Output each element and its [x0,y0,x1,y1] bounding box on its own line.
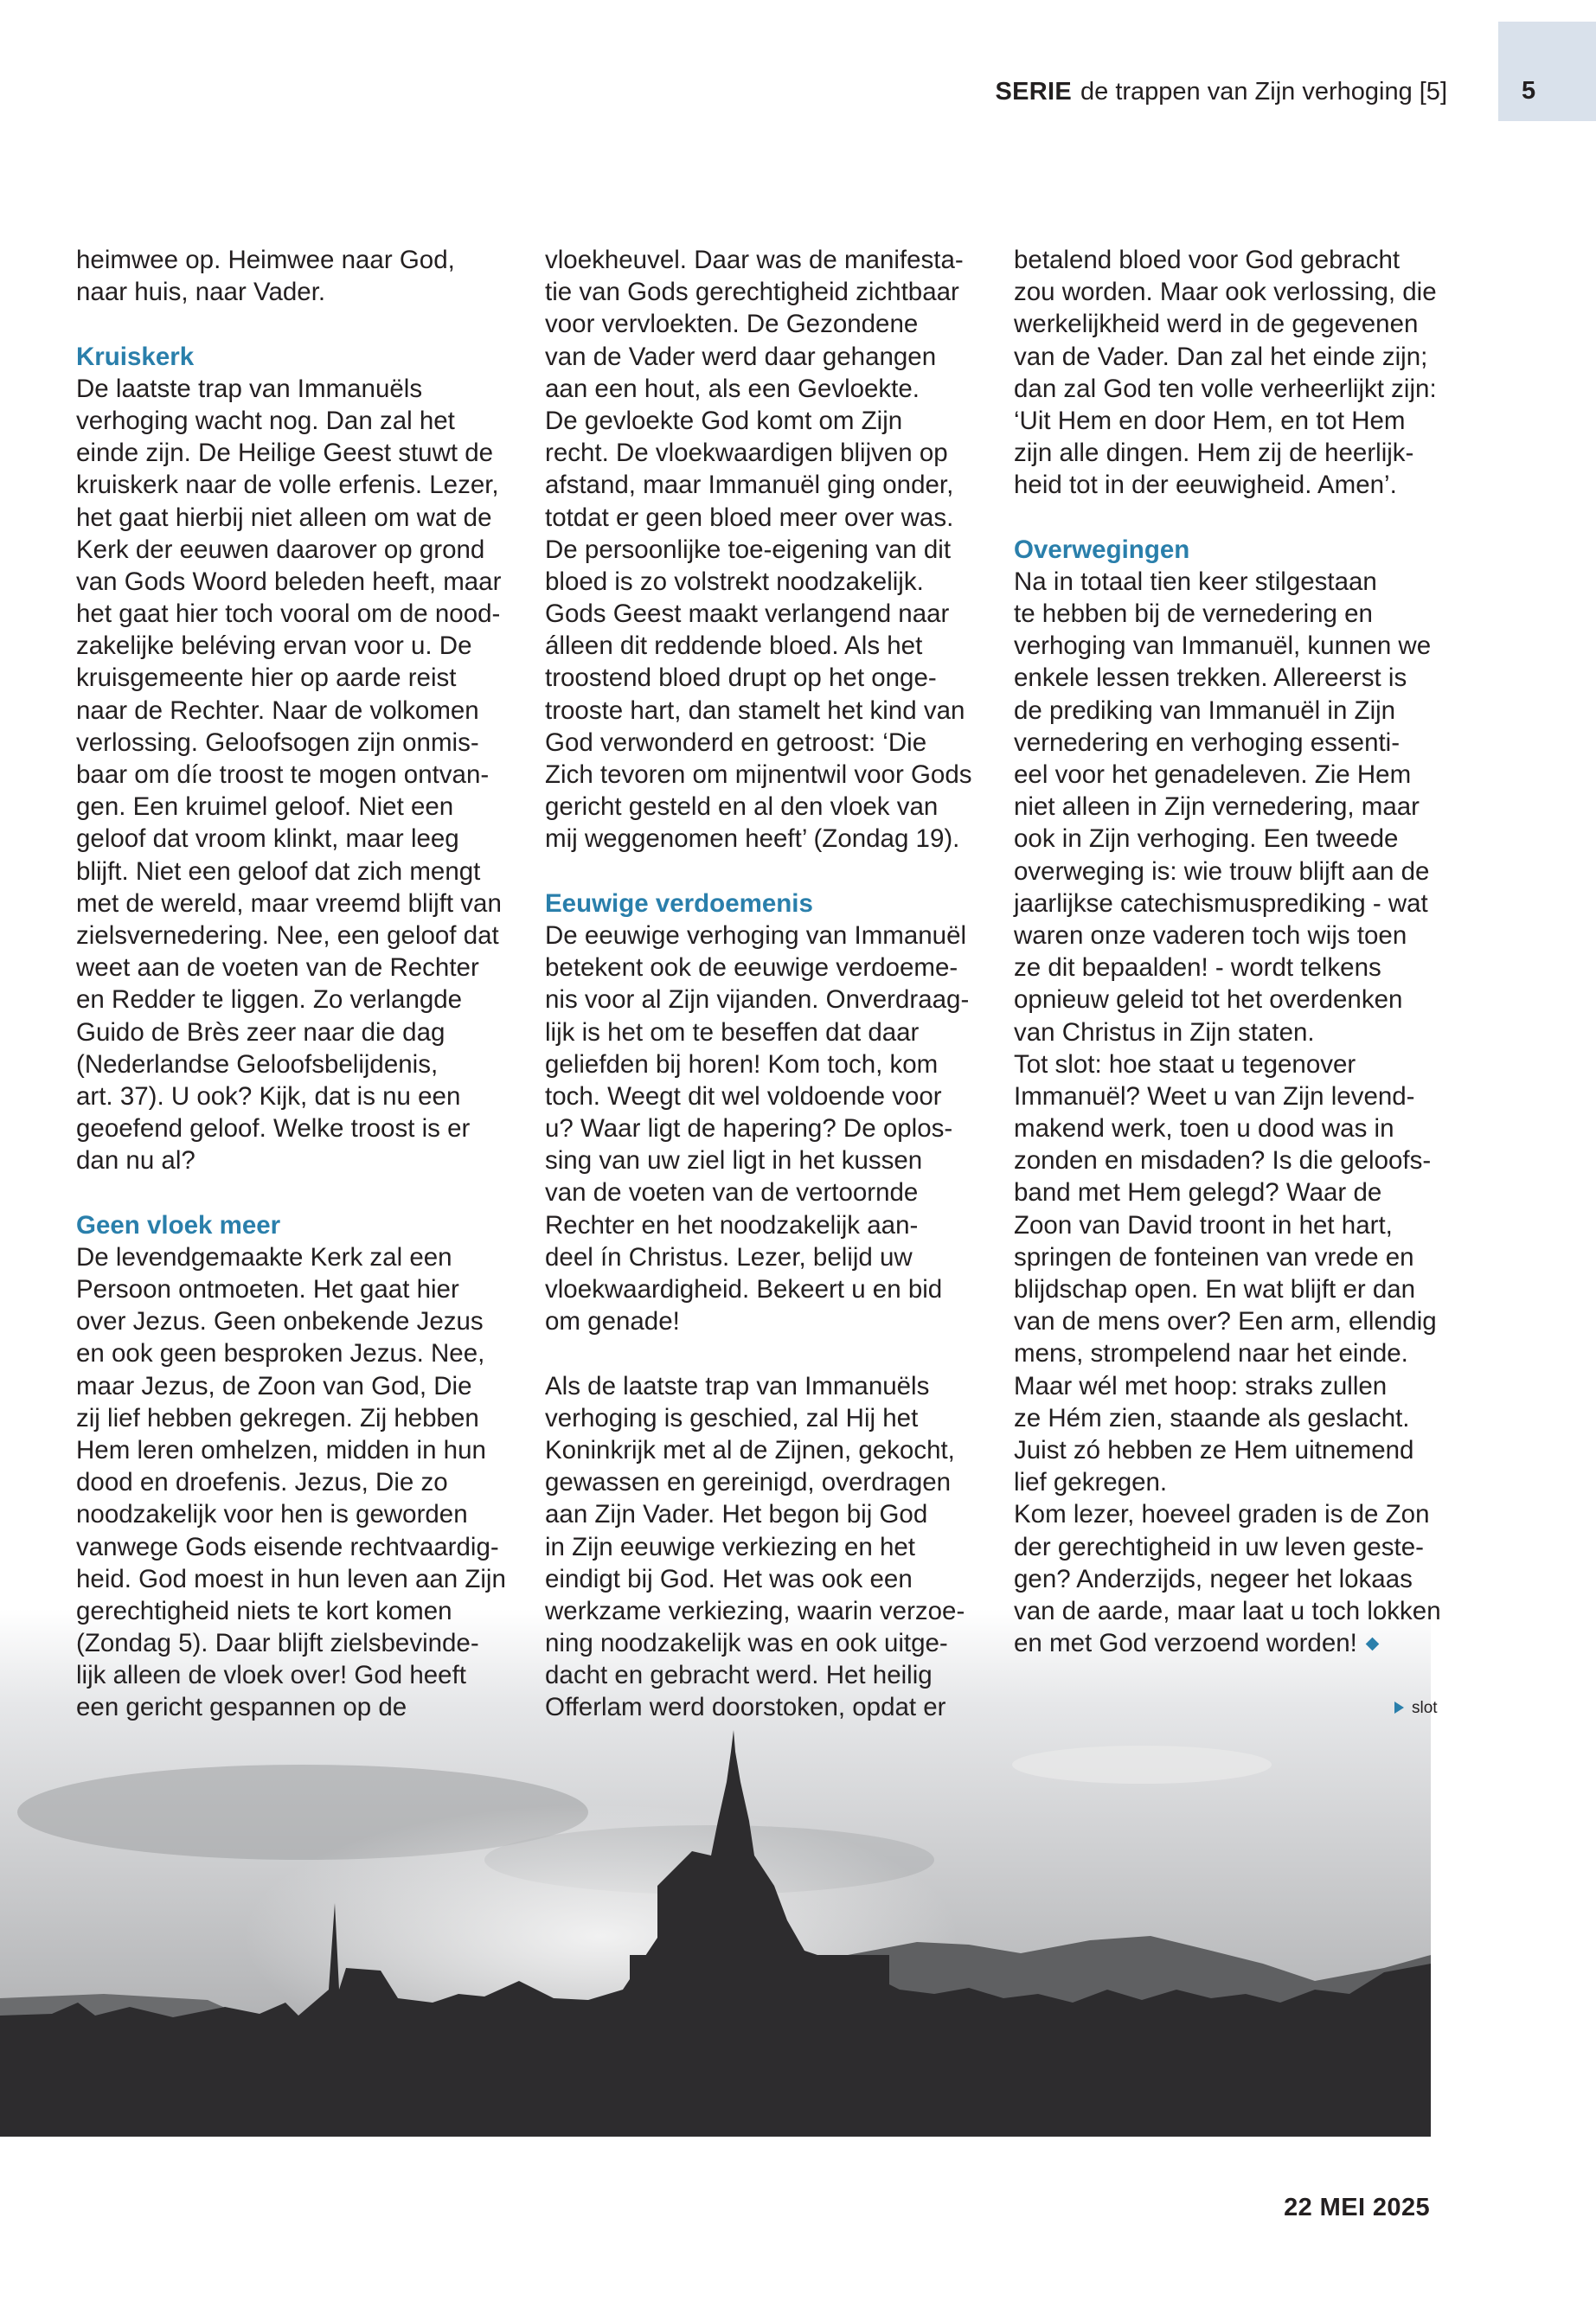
body-line: jaarlijkse catechismusprediking - wat [1014,888,1428,918]
body-line: De persoonlijke toe-eigening van dit [545,535,952,564]
body-line: vanwege Gods eisende rechtvaardig- [76,1532,499,1561]
body-line: betalend bloed voor God gebracht [1014,246,1401,274]
body-line: springen de fonteinen van vrede en [1014,1242,1414,1272]
body-line: Koninkrijk met al de Zijnen, gekocht, [545,1435,955,1465]
issue-date: 22 MEI 2025 [1284,2194,1430,2221]
article-column-3 [1014,244,1472,1659]
body-line: met de wereld, maar vreemd blijft van [76,888,502,918]
body-line: werkzame verkiezing, waarin verzoe- [545,1596,965,1625]
body-line: dan nu al? [76,1146,195,1176]
body-line: ook in Zijn verhoging. Een tweede [1014,824,1399,854]
body-line: recht. De vloekwaardigen blijven op [545,439,948,468]
body-line: werkelijkheid werd in de gegevenen [1014,310,1419,339]
continuation-marker [1394,1695,1438,1721]
body-line: naar huis, naar Vader. [76,278,326,307]
body-line: ‘Uit Hem en door Hem, en tot Hem [1014,406,1406,435]
body-line: band met Hem gelegd? Waar de [1014,1178,1382,1208]
body-line: heid tot in der eeuwigheid. Amen’. [1014,471,1397,500]
body-line: zijn alle dingen. Hem zij de heerlijk- [1014,439,1414,468]
body-line: geliefden bij horen! Kom toch, kom [545,1049,939,1079]
body-line: Na in totaal tien keer stilgestaan [1014,567,1377,596]
body-line: nis voor al Zijn vijanden. Onverdraag- [545,985,970,1015]
body-line: en Redder te liggen. Zo verlangde [76,985,463,1015]
body-line: zou worden. Maar ook verlossing, die [1014,278,1437,307]
body-line: te hebben bij de vernedering en [1014,599,1373,629]
body-line: gerechtigheid niets te kort komen [76,1596,452,1625]
paragraph-gap [545,856,1003,888]
body-line: betekent ook de eeuwige verdoeme- [545,953,958,983]
body-line: in Zijn eeuwige verkiezing en het [545,1532,915,1561]
body-line: Kom lezer, hoeveel graden is de Zon [1014,1500,1430,1529]
body-line: van de Vader. Dan zal het einde zijn; [1014,342,1428,371]
body-line: van Gods Woord beleden heeft, maar [76,567,502,596]
body-line: eindigt bij God. Het was ook een [545,1564,913,1593]
body-line: Guido de Brès zeer naar die dag [76,1017,445,1047]
body-line: een gericht gespannen op de [76,1693,407,1722]
section-heading-eeuwige-verdoemenis: Eeuwige verdoemenis [545,888,813,918]
body-line: overweging is: wie trouw blijft aan de [1014,856,1430,886]
body-line: weet aan de voeten van de Rechter [76,953,479,983]
final-line-text: en met God verzoend worden! [1014,1629,1357,1658]
body-line: het gaat hier toch vooral om de nood- [76,599,501,629]
body-line: lijk alleen de vloek over! God heeft [76,1661,466,1690]
body-line: ze Hém zien, staande als geslacht. [1014,1403,1410,1433]
body-line: heid. God moest in hun leven aan Zijn [76,1564,506,1593]
body-line: van Christus in Zijn staten. [1014,1017,1315,1047]
body-line: Maar wél met hoop: straks zullen [1014,1371,1388,1400]
body-line: geloof dat vroom klinkt, maar leeg [76,824,459,854]
body-line: álleen dit reddende bloed. Als het [545,631,923,661]
body-line: Tot slot: hoe staat u tegenover [1014,1049,1356,1079]
body-line: enkele lessen trekken. Allereerst is [1014,663,1407,693]
body-line: Rechter en het noodzakelijk aan- [545,1210,919,1240]
section-heading-overwegingen: Overwegingen [1014,535,1190,564]
body-line: gewassen en gereinigd, overdragen [545,1468,952,1497]
body-line: Persoon ontmoeten. Het gaat hier [76,1275,459,1304]
body-line: verhoging is geschied, zal Hij het [545,1403,919,1433]
body-line: zielsvernedering. Nee, een geloof dat [76,920,499,950]
body-line: niet alleen in Zijn vernedering, maar [1014,792,1420,822]
body-line: De laatste trap van Immanuëls [76,374,423,403]
body-line: aan Zijn Vader. Het begon bij God [545,1500,928,1529]
body-line: De levendgemaakte Kerk zal een [76,1242,452,1272]
body-line: van de aarde, maar laat u toch lokken [1014,1596,1441,1625]
body-line: Offerlam werd doorstoken, opdat er [545,1693,946,1722]
body-line: God verwonderd en getroost: ‘Die [545,727,927,757]
body-line: Hem leren omhelzen, midden in hun [76,1435,486,1465]
page-number: 5 [1522,77,1536,105]
body-line: tie van Gods gerechtigheid zichtbaar [545,278,959,307]
body-line: en ook geen besproken Jezus. Nee, [76,1339,485,1368]
body-line: verhoging wacht nog. Dan zal het [76,406,455,435]
body-line: noodzakelijk voor hen is geworden [76,1500,468,1529]
body-line: van de voeten van de vertoornde [545,1178,919,1208]
body-line: heimwee op. Heimwee naar God, [76,246,455,274]
body-line: bloed is zo volstrekt noodzakelijk. [545,567,924,596]
body-line: deel ín Christus. Lezer, belijd uw [545,1242,913,1272]
body-line: verlossing. Geloofsogen zijn onmis- [76,727,479,757]
body-line: (Nederlandse Geloofsbelijdenis, [76,1049,439,1079]
body-line: Kerk der eeuwen daarover op grond [76,535,485,564]
continuation-label: slot [1412,1699,1438,1717]
body-line: gericht gesteld en al den vloek van [545,792,939,822]
body-line: naar de Rechter. Naar de volkomen [76,695,479,725]
body-line: aan een hout, als een Gevloekte. [545,374,920,403]
body-line: vloekheuvel. Daar was de manifesta- [545,246,964,274]
body-line: totdat er geen bloed meer over was. [545,503,954,532]
body-line: sing van uw ziel ligt in het kussen [545,1146,923,1176]
paragraph-gap [76,1176,535,1208]
body-line: Als de laatste trap van Immanuëls [545,1371,930,1400]
body-line: Zich tevoren om mijnentwil voor Gods [545,760,972,789]
body-line: kruisgemeente hier op aarde reist [76,663,457,693]
triangle-right-icon [1394,1702,1404,1714]
section-heading-geen-vloek-meer: Geen vloek meer [76,1210,281,1240]
body-line: lijk is het om te beseffen dat daar [545,1017,920,1047]
paragraph-gap [1014,502,1472,534]
body-line: einde zijn. De Heilige Geest stuwt de [76,439,494,468]
body-line: dacht en gebracht werd. Het heilig [545,1661,933,1690]
body-line: ze dit bepaalden! - wordt telkens [1014,953,1381,983]
article-body [76,244,1443,1732]
series-title: de trappen van Zijn verhoging [5] [1080,78,1447,106]
article-column-1 [76,244,535,1724]
body-line: makend werk, toen u dood was in [1014,1114,1394,1144]
body-line: eel voor het genadeleven. Zie Hem [1014,760,1412,789]
page-number-tab [1498,22,1596,121]
paragraph-gap [76,308,535,340]
body-line: vernedering en verhoging essenti- [1014,727,1401,757]
body-line: Juist zó hebben ze Hem uitnemend [1014,1435,1414,1465]
body-line: art. 37). U ook? Kijk, dat is nu een [76,1081,461,1111]
body-line: Gods Geest maakt verlangend naar [545,599,950,629]
end-of-article-diamond-icon [1366,1638,1380,1651]
body-line: De gevloekte God komt om Zijn [545,406,903,435]
body-line: De eeuwige verhoging van Immanuël [545,920,967,950]
body-line: mens, strompelend naar het einde. [1014,1339,1408,1368]
body-line: dan zal God ten volle verheerlijkt zijn: [1014,374,1437,403]
body-line: zonden en misdaden? Is die geloofs- [1014,1146,1432,1176]
body-line: afstand, maar Immanuël ging onder, [545,471,954,500]
body-line: der gerechtigheid in uw leven geste- [1014,1532,1424,1561]
body-line: kruiskerk naar de volle erfenis. Lezer, [76,471,499,500]
body-line: Immanuël? Weet u van Zijn levend- [1014,1081,1415,1111]
series-label: SERIE [995,78,1072,106]
body-line: baar om díe troost te mogen ontvan- [76,760,490,789]
body-line: van de mens over? Een arm, ellendig [1014,1307,1437,1336]
body-line: zakelijke beléving ervan voor u. De [76,631,472,661]
body-line: gen. Een kruimel geloof. Niet een [76,792,454,822]
body-line: mij weggenomen heeft’ (Zondag 19). [545,824,960,854]
body-line: zij lief hebben gekregen. Zij hebben [76,1403,479,1433]
body-line: van de Vader werd daar gehangen [545,342,937,371]
body-line: opnieuw geleid tot het overdenken [1014,985,1403,1015]
body-line: over Jezus. Geen onbekende Jezus [76,1307,484,1336]
body-line: verhoging van Immanuël, kunnen we [1014,631,1432,661]
body-line: om genade! [545,1307,680,1336]
body-line: waren onze vaderen toch wijs toen [1014,920,1407,950]
body-line: lief gekregen. [1014,1468,1168,1497]
body-line: het gaat hierbij niet alleen om wat de [76,503,492,532]
body-line: ning noodzakelijk was en ook uitge- [545,1629,948,1658]
body-line: maar Jezus, de Zoon van God, Die [76,1371,472,1400]
body-line: de prediking van Immanuël in Zijn [1014,695,1396,725]
body-line: toch. Weegt dit wel voldoende voor [545,1081,942,1111]
body-line: voor vervloekten. De Gezondene [545,310,919,339]
body-line: blijdschap open. En wat blijft er dan [1014,1275,1416,1304]
section-heading-kruiskerk: Kruiskerk [76,342,195,371]
body-line: dood en droefenis. Jezus, Die zo [76,1468,448,1497]
body-line: vloekwaardigheid. Bekeert u en bid [545,1275,943,1304]
body-line: (Zondag 5). Daar blijft zielsbevinde- [76,1629,479,1658]
body-line-final [1014,1627,1472,1659]
running-header [995,74,1447,109]
body-line: gen? Anderzijds, negeer het lokaas [1014,1564,1413,1593]
article-column-2 [545,244,1003,1724]
body-line: blijft. Niet een geloof dat zich mengt [76,856,481,886]
paragraph-gap [545,1337,1003,1369]
body-line: troostend bloed drupt op het onge- [545,663,937,693]
body-line: u? Waar ligt de hapering? De oplos- [545,1114,953,1144]
body-line: Zoon van David troont in het hart, [1014,1210,1393,1240]
body-line: trooste hart, dan stamelt het kind van [545,695,965,725]
body-line: geoefend geloof. Welke troost is er [76,1114,471,1144]
